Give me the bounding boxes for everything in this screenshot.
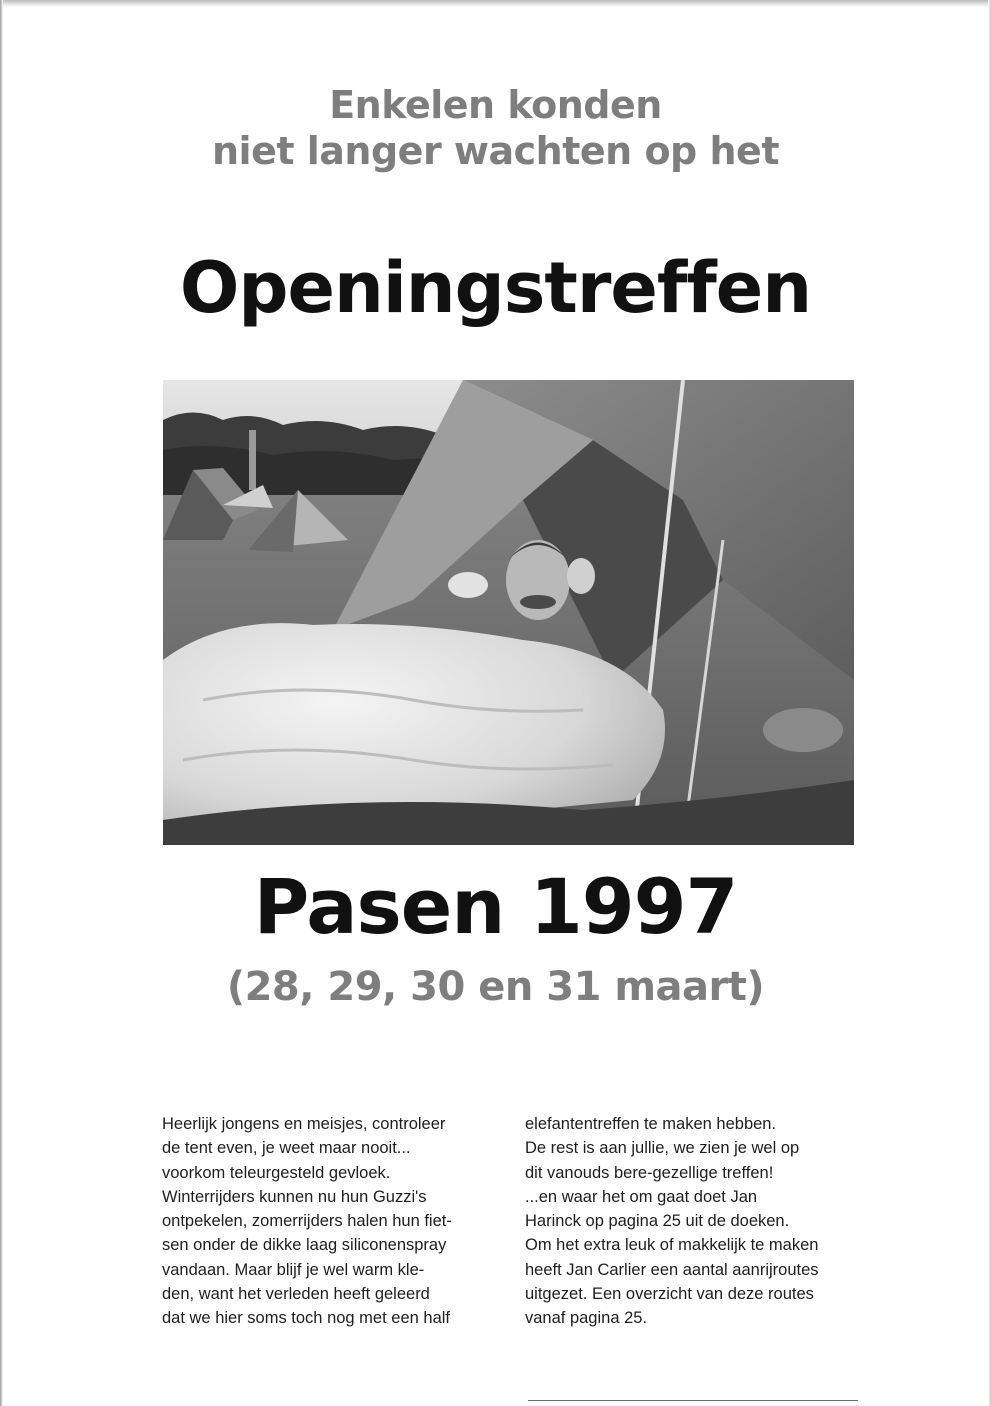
tent-photo	[163, 380, 854, 845]
body-line: dat we hier soms toch nog met een half	[162, 1309, 450, 1328]
body-line: Om het extra leuk of makkelijk te maken	[525, 1236, 819, 1255]
intro-heading	[0, 82, 991, 174]
scan-top-edge	[0, 0, 991, 7]
body-line: sen onder de dikke laag siliconenspray	[162, 1236, 447, 1255]
body-column-left	[162, 1112, 502, 1331]
body-line: Harinck op pagina 25 uit de doeken.	[525, 1212, 790, 1231]
body-line: De rest is aan jullie, we zien je wel op	[525, 1139, 800, 1158]
body-line: vanaf pagina 25.	[525, 1309, 648, 1328]
body-line: den, want het verleden heeft geleerd	[162, 1285, 430, 1304]
body-column-right	[525, 1112, 865, 1331]
body-line: elefantentreffen te maken hebben.	[525, 1115, 777, 1133]
event-dates: (28, 29, 30 en 31 maart)	[226, 964, 765, 1010]
body-line: vandaan. Maar blijf je wel warm kle-	[162, 1260, 425, 1279]
event-heading: Pasen 1997	[253, 862, 738, 951]
body-line: de tent even, je weet maar nooit...	[162, 1139, 411, 1158]
intro-line-1: Enkelen konden	[329, 83, 662, 127]
page-title: Openingstreffen	[179, 247, 812, 329]
body-line: voorkom teleurgesteld gevloek.	[162, 1163, 391, 1182]
body-line: Heerlijk jongens en meisjes, controleer	[162, 1115, 446, 1133]
body-line: ontpekelen, zomerrijders halen hun fiet-	[162, 1212, 452, 1231]
body-line: ...en waar het om gaat doet Jan	[525, 1187, 758, 1206]
body-line: uitgezet. Een overzicht van deze routes	[525, 1285, 814, 1304]
scan-left-edge	[0, 0, 3, 1406]
footer-rule	[528, 1400, 858, 1401]
body-line: Winterrijders kunnen nu hun Guzzi's	[162, 1187, 427, 1206]
body-line: heeft Jan Carlier een aantal aanrijroutes	[525, 1260, 819, 1279]
intro-line-2: niet langer wachten op het	[212, 129, 779, 173]
body-line: dit vanouds bere-gezellige treffen!	[525, 1163, 774, 1182]
